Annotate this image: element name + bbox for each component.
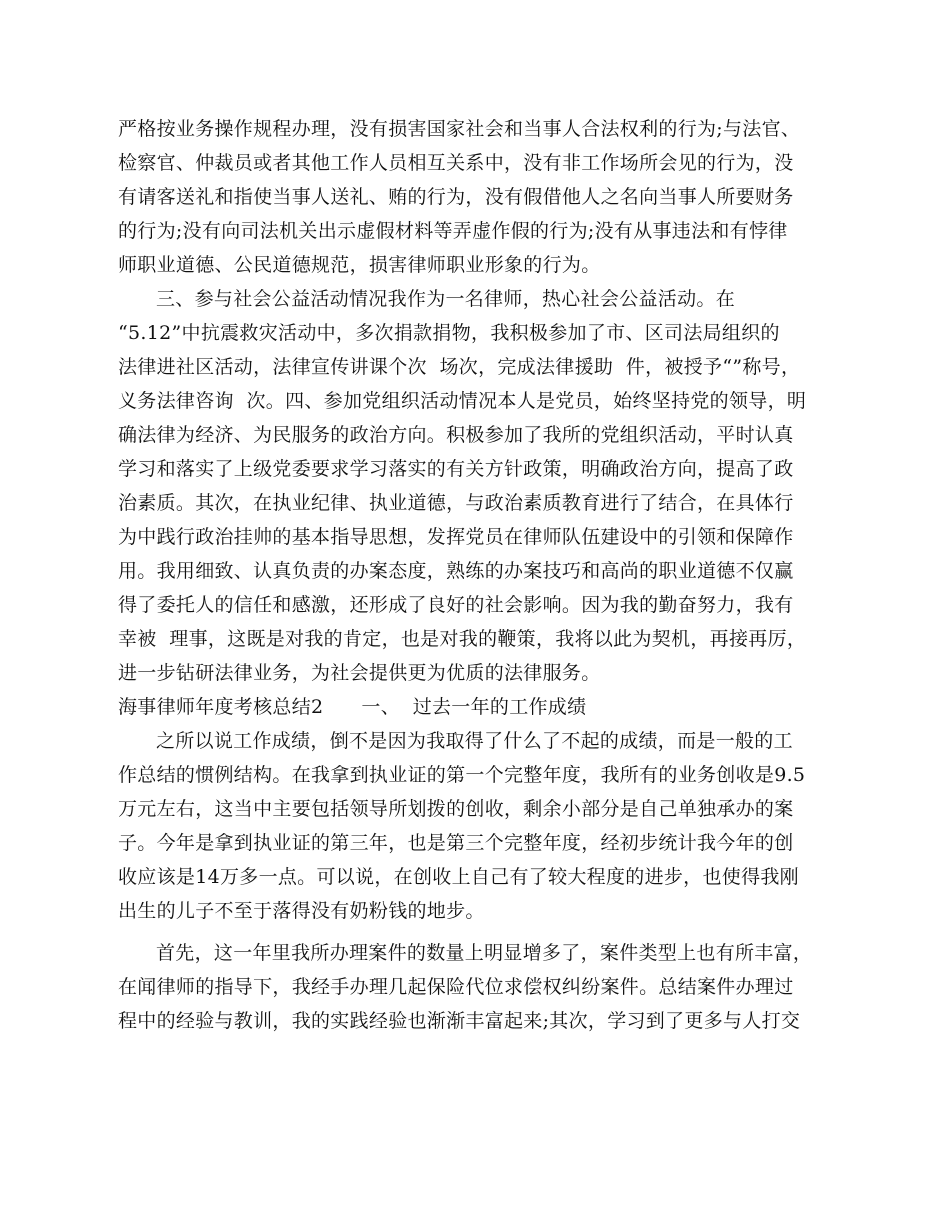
section-heading: 海事律师年度考核总结2 一、 过去一年的工作成绩: [118, 696, 587, 718]
text-line: “5.12”中抗震救灾活动中，多次捐款捐物，我积极参加了市、区司法局组织的: [118, 322, 780, 344]
text-line: 程中的经验与教训，我的实践经验也渐渐丰富起来;其次，学习到了更多与人打交: [118, 1010, 801, 1032]
text-line: 出生的儿子不至于落得没有奶粉钱的地步。: [118, 900, 485, 922]
text-line: 义务法律咨询 次。四、参加党组织活动情况本人是党员，始终坚持党的领导，明: [118, 390, 807, 412]
text-line: 首先，这一年里我所办理案件的数量上明显增多了，案件类型上也有所丰富，: [156, 942, 813, 964]
text-line: 万元左右，这当中主要包括领导所划拨的创收，剩余小部分是自己单独承办的案: [118, 798, 794, 820]
text-line: 子。今年是拿到执业证的第三年，也是第三个完整年度，经初步统计我今年的创: [118, 832, 794, 854]
text-line: 严格按业务操作规程办理，没有损害国家社会和当事人合法权利的行为;与法官、: [118, 118, 801, 140]
text-line: 作总结的惯例结构。在我拿到执业证的第一个完整年度，我所有的业务创收是9.5: [118, 764, 806, 786]
text-line: 之所以说工作成绩，倒不是因为我取得了什么了不起的成绩，而是一般的工: [156, 730, 793, 752]
text-line: 幸被 理事，这既是对我的肯定，也是对我的鞭策，我将以此为契机，再接再厉，: [118, 628, 807, 650]
text-line: 的行为;没有向司法机关出示虚假材料等弄虚作假的行为;没有从事违法和有悖律: [118, 220, 788, 242]
text-line: 治素质。其次，在执业纪律、执业道德，与政治素质教育进行了结合，在具体行: [118, 492, 794, 514]
text-line: 为中践行政治挂帅的基本指导思想，发挥党员在律师队伍建设中的引领和保障作: [118, 526, 794, 548]
text-line: 法律进社区活动，法律宣传讲课个次 场次，完成法律援助 件，被授予“”称号，: [118, 356, 801, 378]
text-line: 用。我用细致、认真负责的办案态度，熟练的办案技巧和高尚的职业道德不仅赢: [118, 560, 794, 582]
text-line: 在闻律师的指导下，我经手办理几起保险代位求偿权纠纷案件。总结案件办理过: [118, 976, 794, 998]
text-line: 三、参与社会公益活动情况我作为一名律师，热心社会公益活动。在: [156, 288, 736, 310]
text-line: 检察官、仲裁员或者其他工作人员相互关系中，没有非工作场所会见的行为，没: [118, 152, 794, 174]
text-line: 确法律为经济、为民服务的政治方向。积极参加了我所的党组织活动，平时认真: [118, 424, 794, 446]
text-line: 有请客送礼和指使当事人送礼、贿的行为，没有假借他人之名向当事人所要财务: [118, 186, 794, 208]
text-line: 学习和落实了上级党委要求学习落实的有关方针政策，明确政治方向，提高了政: [118, 458, 794, 480]
text-line: 师职业道德、公民道德规范，损害律师职业形象的行为。: [118, 254, 601, 276]
text-line: 收应该是14万多一点。可以说，在创收上自己有了较大程度的进步，也使得我刚: [118, 866, 799, 888]
text-line: 得了委托人的信任和感激，还形成了良好的社会影响。因为我的勤奋努力，我有: [118, 594, 794, 616]
text-line: 进一步钻研法律业务，为社会提供更为优质的法律服务。: [118, 662, 601, 684]
